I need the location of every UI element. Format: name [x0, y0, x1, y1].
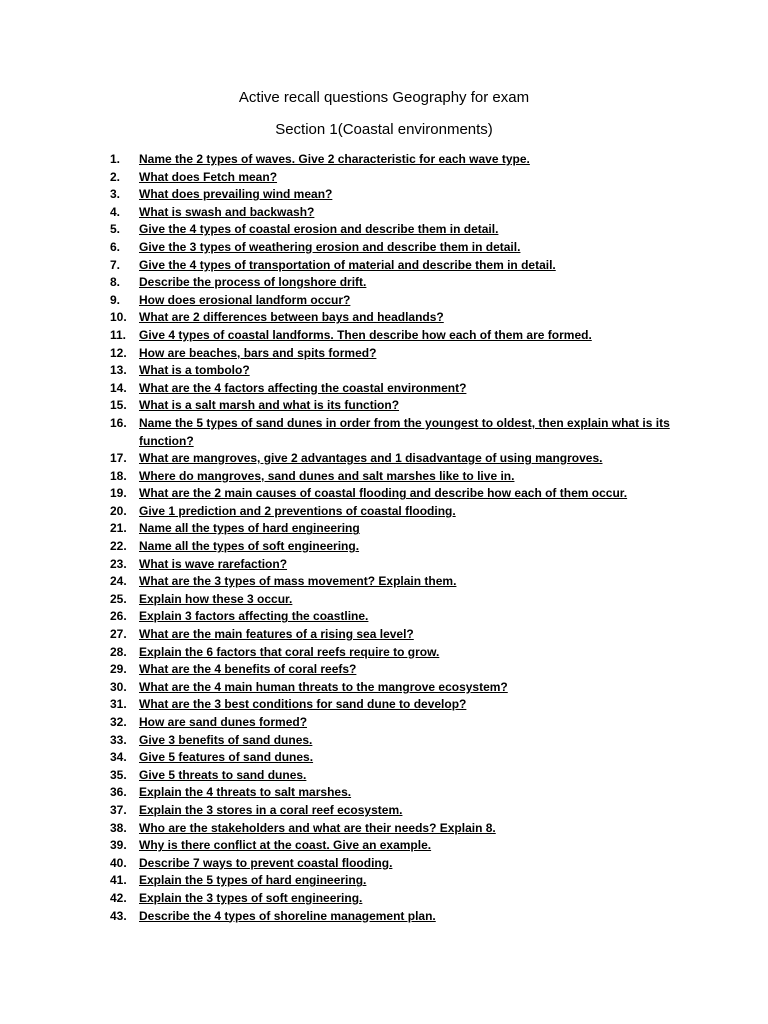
- question-number: 22.: [110, 539, 127, 554]
- question-text: What is wave rarefaction?: [139, 556, 288, 571]
- question-text: Explain 3 factors affecting the coastline.: [139, 609, 369, 624]
- question-item: [110, 468, 690, 486]
- question-number: 13.: [110, 363, 127, 378]
- question-number: 35.: [110, 767, 127, 782]
- question-number: 28.: [110, 644, 127, 659]
- question-text: What does prevailing wind mean?: [139, 187, 333, 202]
- question-text: Name all the types of soft engineering.: [139, 539, 360, 554]
- question-number: 11.: [110, 327, 127, 342]
- question-item: [110, 221, 690, 239]
- question-number: 30.: [110, 679, 127, 694]
- question-item: [110, 679, 690, 697]
- question-number: 10.: [110, 310, 127, 325]
- question-number: 40.: [110, 855, 127, 870]
- question-number: 34.: [110, 750, 127, 765]
- question-item: [110, 362, 690, 380]
- question-text: What are 2 differences between bays and headlands?: [139, 310, 444, 325]
- question-number: 31.: [110, 697, 127, 712]
- question-item: [110, 397, 690, 415]
- question-number: 42.: [110, 890, 127, 905]
- question-number: 25.: [110, 591, 127, 606]
- question-text: What are the 2 main causes of coastal flooding and describe how each of them occur.: [139, 486, 628, 501]
- section-heading: Section 1(Coastal environments): [275, 121, 493, 138]
- question-text: What are the 4 main human threats to the mangrove ecosystem?: [139, 679, 508, 694]
- question-item: [110, 292, 690, 310]
- question-item: [110, 345, 690, 363]
- question-item: [110, 591, 690, 609]
- question-number: 14.: [110, 380, 127, 395]
- question-item: [110, 608, 690, 626]
- question-number: 43.: [110, 908, 127, 923]
- question-number: 18.: [110, 468, 127, 483]
- question-text: What are the main features of a rising sea level?: [139, 627, 414, 642]
- question-text: What are the 3 best conditions for sand dune to develop?: [139, 697, 467, 712]
- question-number: 26.: [110, 609, 127, 624]
- question-text: What are the 4 benefits of coral reefs?: [139, 662, 357, 677]
- question-item: [110, 151, 690, 169]
- question-item: [110, 837, 690, 855]
- question-number: 4.: [110, 204, 121, 219]
- question-text: What are mangroves, give 2 advantages and 1 disadvantage of using mangroves.: [139, 451, 603, 466]
- question-number: 20.: [110, 503, 127, 518]
- question-item: [110, 714, 690, 732]
- question-item: [110, 538, 690, 556]
- question-number: 37.: [110, 802, 127, 817]
- question-number: 17.: [110, 451, 127, 466]
- question-number: 12.: [110, 345, 127, 360]
- question-text: How are beaches, bars and spits formed?: [139, 345, 377, 360]
- question-text: Why is there conflict at the coast. Give an example.: [139, 838, 432, 853]
- question-text: Give the 3 types of weathering erosion and describe them in detail.: [139, 239, 521, 254]
- question-text: Name all the types of hard engineering: [139, 521, 360, 536]
- question-text: Give the 4 types of coastal erosion and describe them in detail.: [139, 222, 499, 237]
- question-item: [110, 908, 690, 926]
- question-item: [110, 415, 690, 450]
- question-number: 3.: [110, 187, 121, 202]
- question-number: 5.: [110, 222, 121, 237]
- question-number: 39.: [110, 838, 127, 853]
- question-number: 38.: [110, 820, 127, 835]
- question-item: [110, 309, 690, 327]
- question-item: [110, 573, 690, 591]
- question-item: [110, 890, 690, 908]
- question-number: 33.: [110, 732, 127, 747]
- question-text: How are sand dunes formed?: [139, 715, 308, 729]
- question-item: [110, 767, 690, 785]
- question-number: 21.: [110, 521, 127, 536]
- question-item: [110, 732, 690, 750]
- question-number: 24.: [110, 574, 127, 589]
- question-text: What are the 3 types of mass movement? Explain them.: [139, 574, 457, 589]
- question-text: Give 5 features of sand dunes.: [139, 750, 314, 765]
- question-text: Describe the process of longshore drift.: [139, 275, 367, 290]
- question-number: 27.: [110, 627, 127, 642]
- question-item: [110, 204, 690, 222]
- question-text: Explain the 3 types of soft engineering.: [139, 890, 363, 905]
- question-text: Where do mangroves, sand dunes and salt marshes like to live in.: [139, 468, 515, 483]
- question-item: [110, 802, 690, 820]
- question-number: 19.: [110, 486, 127, 501]
- question-text: What are the 4 factors affecting the coastal environment?: [139, 380, 467, 395]
- question-item: [110, 450, 690, 468]
- question-text: Describe the 4 types of shoreline management plan.: [139, 908, 436, 923]
- question-item: [110, 872, 690, 890]
- question-text: Give 5 threats to sand dunes.: [139, 767, 307, 782]
- question-text: Give 4 types of coastal landforms. Then describe how each of them are formed.: [139, 327, 592, 342]
- question-text: Explain the 4 threats to salt marshes.: [139, 785, 352, 800]
- question-text: Explain the 5 types of hard engineering.: [139, 873, 367, 888]
- question-list: [110, 151, 690, 925]
- question-item: [110, 661, 690, 679]
- question-number: 29.: [110, 662, 127, 677]
- question-item: [110, 186, 690, 204]
- question-number: 32.: [110, 715, 127, 729]
- question-number: 1.: [110, 152, 121, 166]
- question-text: Name the 2 types of waves. Give 2 characteristic for each wave type.: [139, 152, 530, 166]
- question-number: 9.: [110, 292, 121, 307]
- question-item: [110, 749, 690, 767]
- question-text: What is swash and backwash?: [139, 204, 315, 219]
- question-item: [110, 556, 690, 574]
- question-item: [110, 327, 690, 345]
- question-text: Describe 7 ways to prevent coastal flooding.: [139, 855, 393, 870]
- question-number: 2.: [110, 169, 121, 184]
- question-number: 16.: [110, 415, 127, 430]
- question-text: Explain how these 3 occur.: [139, 591, 293, 606]
- question-text: What is a tombolo?: [139, 363, 250, 378]
- question-text: Give the 4 types of transportation of material and describe them in detail.: [139, 257, 556, 272]
- question-number: 36.: [110, 785, 127, 800]
- question-number: 15.: [110, 398, 127, 413]
- question-number: 8.: [110, 275, 121, 290]
- question-item: [110, 380, 690, 398]
- question-item: [110, 855, 690, 873]
- question-item: [110, 274, 690, 292]
- question-item: [110, 257, 690, 275]
- question-text: Give 3 benefits of sand dunes.: [139, 732, 313, 747]
- question-text: Explain the 6 factors that coral reefs require to grow.: [139, 644, 440, 659]
- question-text: What does Fetch mean?: [139, 169, 278, 184]
- question-text: Name the 5 types of sand dunes in order from the youngest to oldest, then explain what is its function?: [139, 415, 670, 448]
- question-text: How does erosional landform occur?: [139, 292, 351, 307]
- question-number: 6.: [110, 239, 121, 254]
- question-number: 23.: [110, 556, 127, 571]
- question-text: Give 1 prediction and 2 preventions of coastal flooding.: [139, 503, 456, 518]
- question-item: [110, 485, 690, 503]
- question-number: 7.: [110, 257, 121, 272]
- question-text: What is a salt marsh and what is its function?: [139, 398, 400, 413]
- question-item: [110, 820, 690, 838]
- question-item: [110, 626, 690, 644]
- question-item: [110, 503, 690, 521]
- question-item: [110, 239, 690, 257]
- question-item: [110, 644, 690, 662]
- question-number: 41.: [110, 873, 127, 888]
- question-item: [110, 784, 690, 802]
- question-text: Explain the 3 stores in a coral reef ecosystem.: [139, 802, 403, 817]
- question-item: [110, 169, 690, 187]
- question-item: [110, 520, 690, 538]
- question-text: Who are the stakeholders and what are their needs? Explain 8.: [139, 820, 496, 835]
- question-item: [110, 696, 690, 714]
- document-title: Active recall questions Geography for exam: [238, 89, 530, 106]
